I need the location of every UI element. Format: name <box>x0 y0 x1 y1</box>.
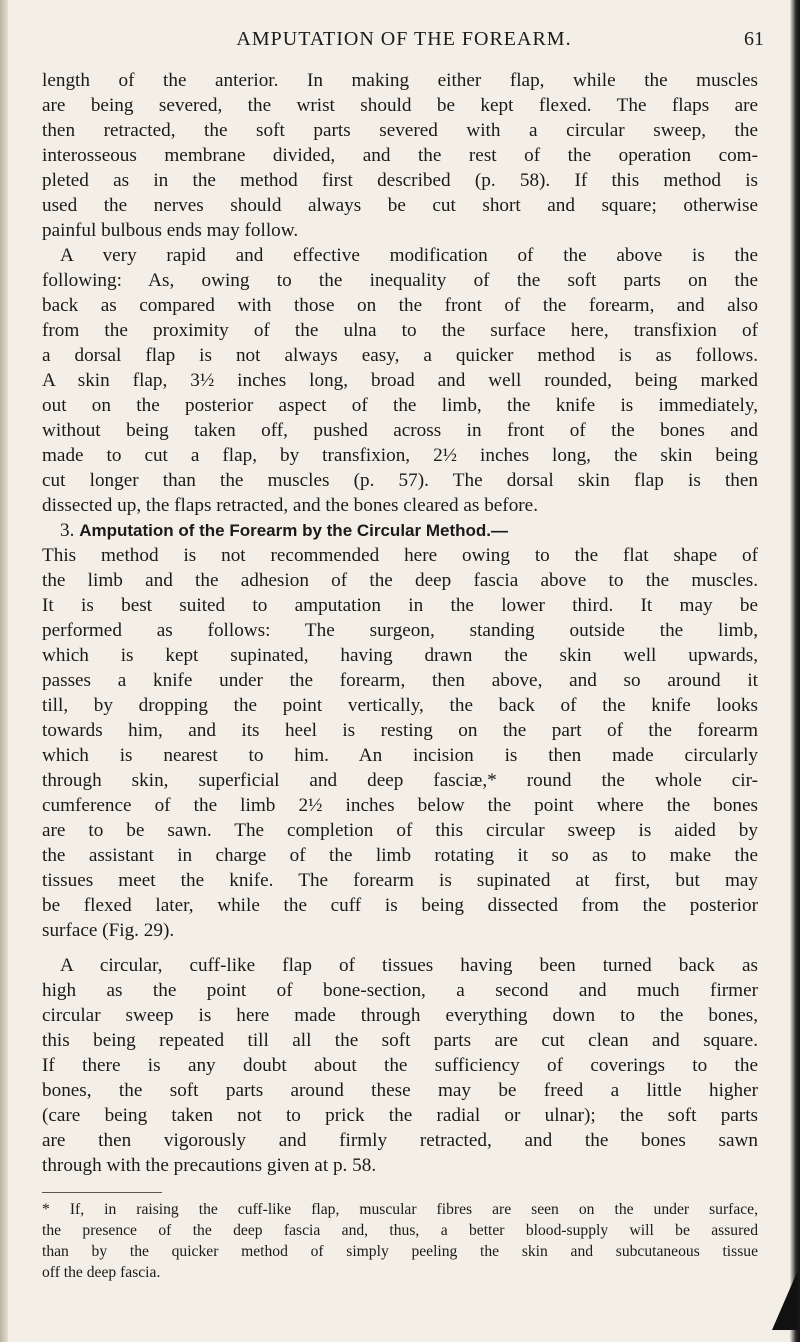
paragraph-1 <box>42 68 758 243</box>
text-line: interosseous membrane divided, and the rest of the operation com- <box>42 145 758 166</box>
text-line: pleted as in the method first described (p. 58). If this method is <box>42 170 758 191</box>
text-line: be flexed later, while the cuff is being dissected from the posterior <box>42 895 758 916</box>
text-line: a dorsal flap is not always easy, a quicker method is as follows. <box>42 345 758 366</box>
text-line: painful bulbous ends may follow. <box>42 220 299 241</box>
text-line: passes a knife under the forearm, then above, and so around it <box>42 670 758 691</box>
text-line: circular sweep is here made through everything down to the bones, <box>42 1005 758 1026</box>
text-line: the assistant in charge of the limb rotating it so as to make the <box>42 845 758 866</box>
text-line: through with the precautions given at p. 58. <box>42 1155 377 1176</box>
text-line: surface (Fig. 29). <box>42 920 175 941</box>
page-body <box>42 68 758 1283</box>
footnote-line: the presence of the deep fascia and, thus, a better blood-supply will be assured <box>42 1222 758 1239</box>
text-line: (care being taken not to prick the radial or ulnar); the soft parts <box>42 1105 758 1126</box>
text-line: the limb and the adhesion of the deep fascia above to the muscles. <box>42 570 758 591</box>
text-line: this being repeated till all the soft parts are cut clean and square. <box>42 1030 758 1051</box>
text-line: out on the posterior aspect of the limb, the knife is immediately, <box>42 395 758 416</box>
page-header <box>44 28 764 58</box>
text-line: through skin, superficial and deep fasciæ,* round the whole cir- <box>42 770 758 791</box>
section-number: 3. <box>60 520 75 541</box>
running-head: AMPUTATION OF THE FOREARM. <box>236 28 572 50</box>
text-line: A skin flap, 3½ inches long, broad and well rounded, being marked <box>42 370 758 391</box>
text-line: till, by dropping the point vertically, the back of the knife looks <box>42 695 758 716</box>
text-line: used the nerves should always be cut short and square; otherwise <box>42 195 758 216</box>
text-line: are then vigorously and firmly retracted, and the bones sawn <box>42 1130 758 1151</box>
text-line: are to be sawn. The completion of this circular sweep is aided by <box>42 820 758 841</box>
footnote-rule <box>42 1192 162 1193</box>
text-line: high as the point of bone-section, a second and much firmer <box>42 980 758 1001</box>
scan-corner-mark <box>772 1270 798 1330</box>
text-line: This method is not recommended here owing to the flat shape of <box>42 545 758 566</box>
scan-left-edge <box>0 0 8 1342</box>
footnote-line: * If, in raising the cuff-like flap, muscular fibres are seen on the under surface, <box>42 1201 758 1218</box>
section-title: Amputation of the Forearm by the Circular Method.— <box>79 521 508 540</box>
text-line: back as compared with those on the front of the forearm, and also <box>42 295 758 316</box>
paragraph-2 <box>42 243 758 518</box>
scan-right-edge <box>790 0 800 1342</box>
footnote-line: off the deep fascia. <box>42 1264 161 1281</box>
text-line: A very rapid and effective modification of the above is the <box>60 245 758 266</box>
text-line: dissected up, the flaps retracted, and the bones cleared as before. <box>42 495 538 516</box>
text-line: which is nearest to him. An incision is then made circularly <box>42 745 758 766</box>
text-line: bones, the soft parts around these may be freed a little higher <box>42 1080 758 1101</box>
text-line: from the proximity of the ulna to the surface here, transfixion of <box>42 320 758 341</box>
text-line: following: As, owing to the inequality of the soft parts on the <box>42 270 758 291</box>
text-line: made to cut a flap, by transfixion, 2½ inches long, the skin being <box>42 445 758 466</box>
text-line: A circular, cuff-like flap of tissues having been turned back as <box>60 955 758 976</box>
footnote <box>42 1199 758 1283</box>
text-line: tissues meet the knife. The forearm is supinated at first, but may <box>42 870 758 891</box>
text-line: If there is any doubt about the sufficiency of coverings to the <box>42 1055 758 1076</box>
paragraph-4 <box>42 953 758 1178</box>
text-line: cumference of the limb 2½ inches below the point where the bones <box>42 795 758 816</box>
text-line: It is best suited to amputation in the lower third. It may be <box>42 595 758 616</box>
text-line: performed as follows: The surgeon, standing outside the limb, <box>42 620 758 641</box>
section-heading <box>42 518 758 543</box>
page-number: 61 <box>744 28 764 50</box>
text-line: cut longer than the muscles (p. 57). The dorsal skin flap is then <box>42 470 758 491</box>
paragraph-gap <box>42 943 758 953</box>
section-3 <box>42 518 758 943</box>
text-line: towards him, and its heel is resting on the part of the forearm <box>42 720 758 741</box>
text-line: are being severed, the wrist should be kept flexed. The flaps are <box>42 95 758 116</box>
text-line: without being taken off, pushed across in front of the bones and <box>42 420 758 441</box>
text-line: length of the anterior. In making either flap, while the muscles <box>42 70 758 91</box>
text-line: then retracted, the soft parts severed with a circular sweep, the <box>42 120 758 141</box>
text-line: which is kept supinated, having drawn the skin well upwards, <box>42 645 758 666</box>
footnote-line: than by the quicker method of simply peeling the skin and subcutaneous tissue <box>42 1243 758 1260</box>
